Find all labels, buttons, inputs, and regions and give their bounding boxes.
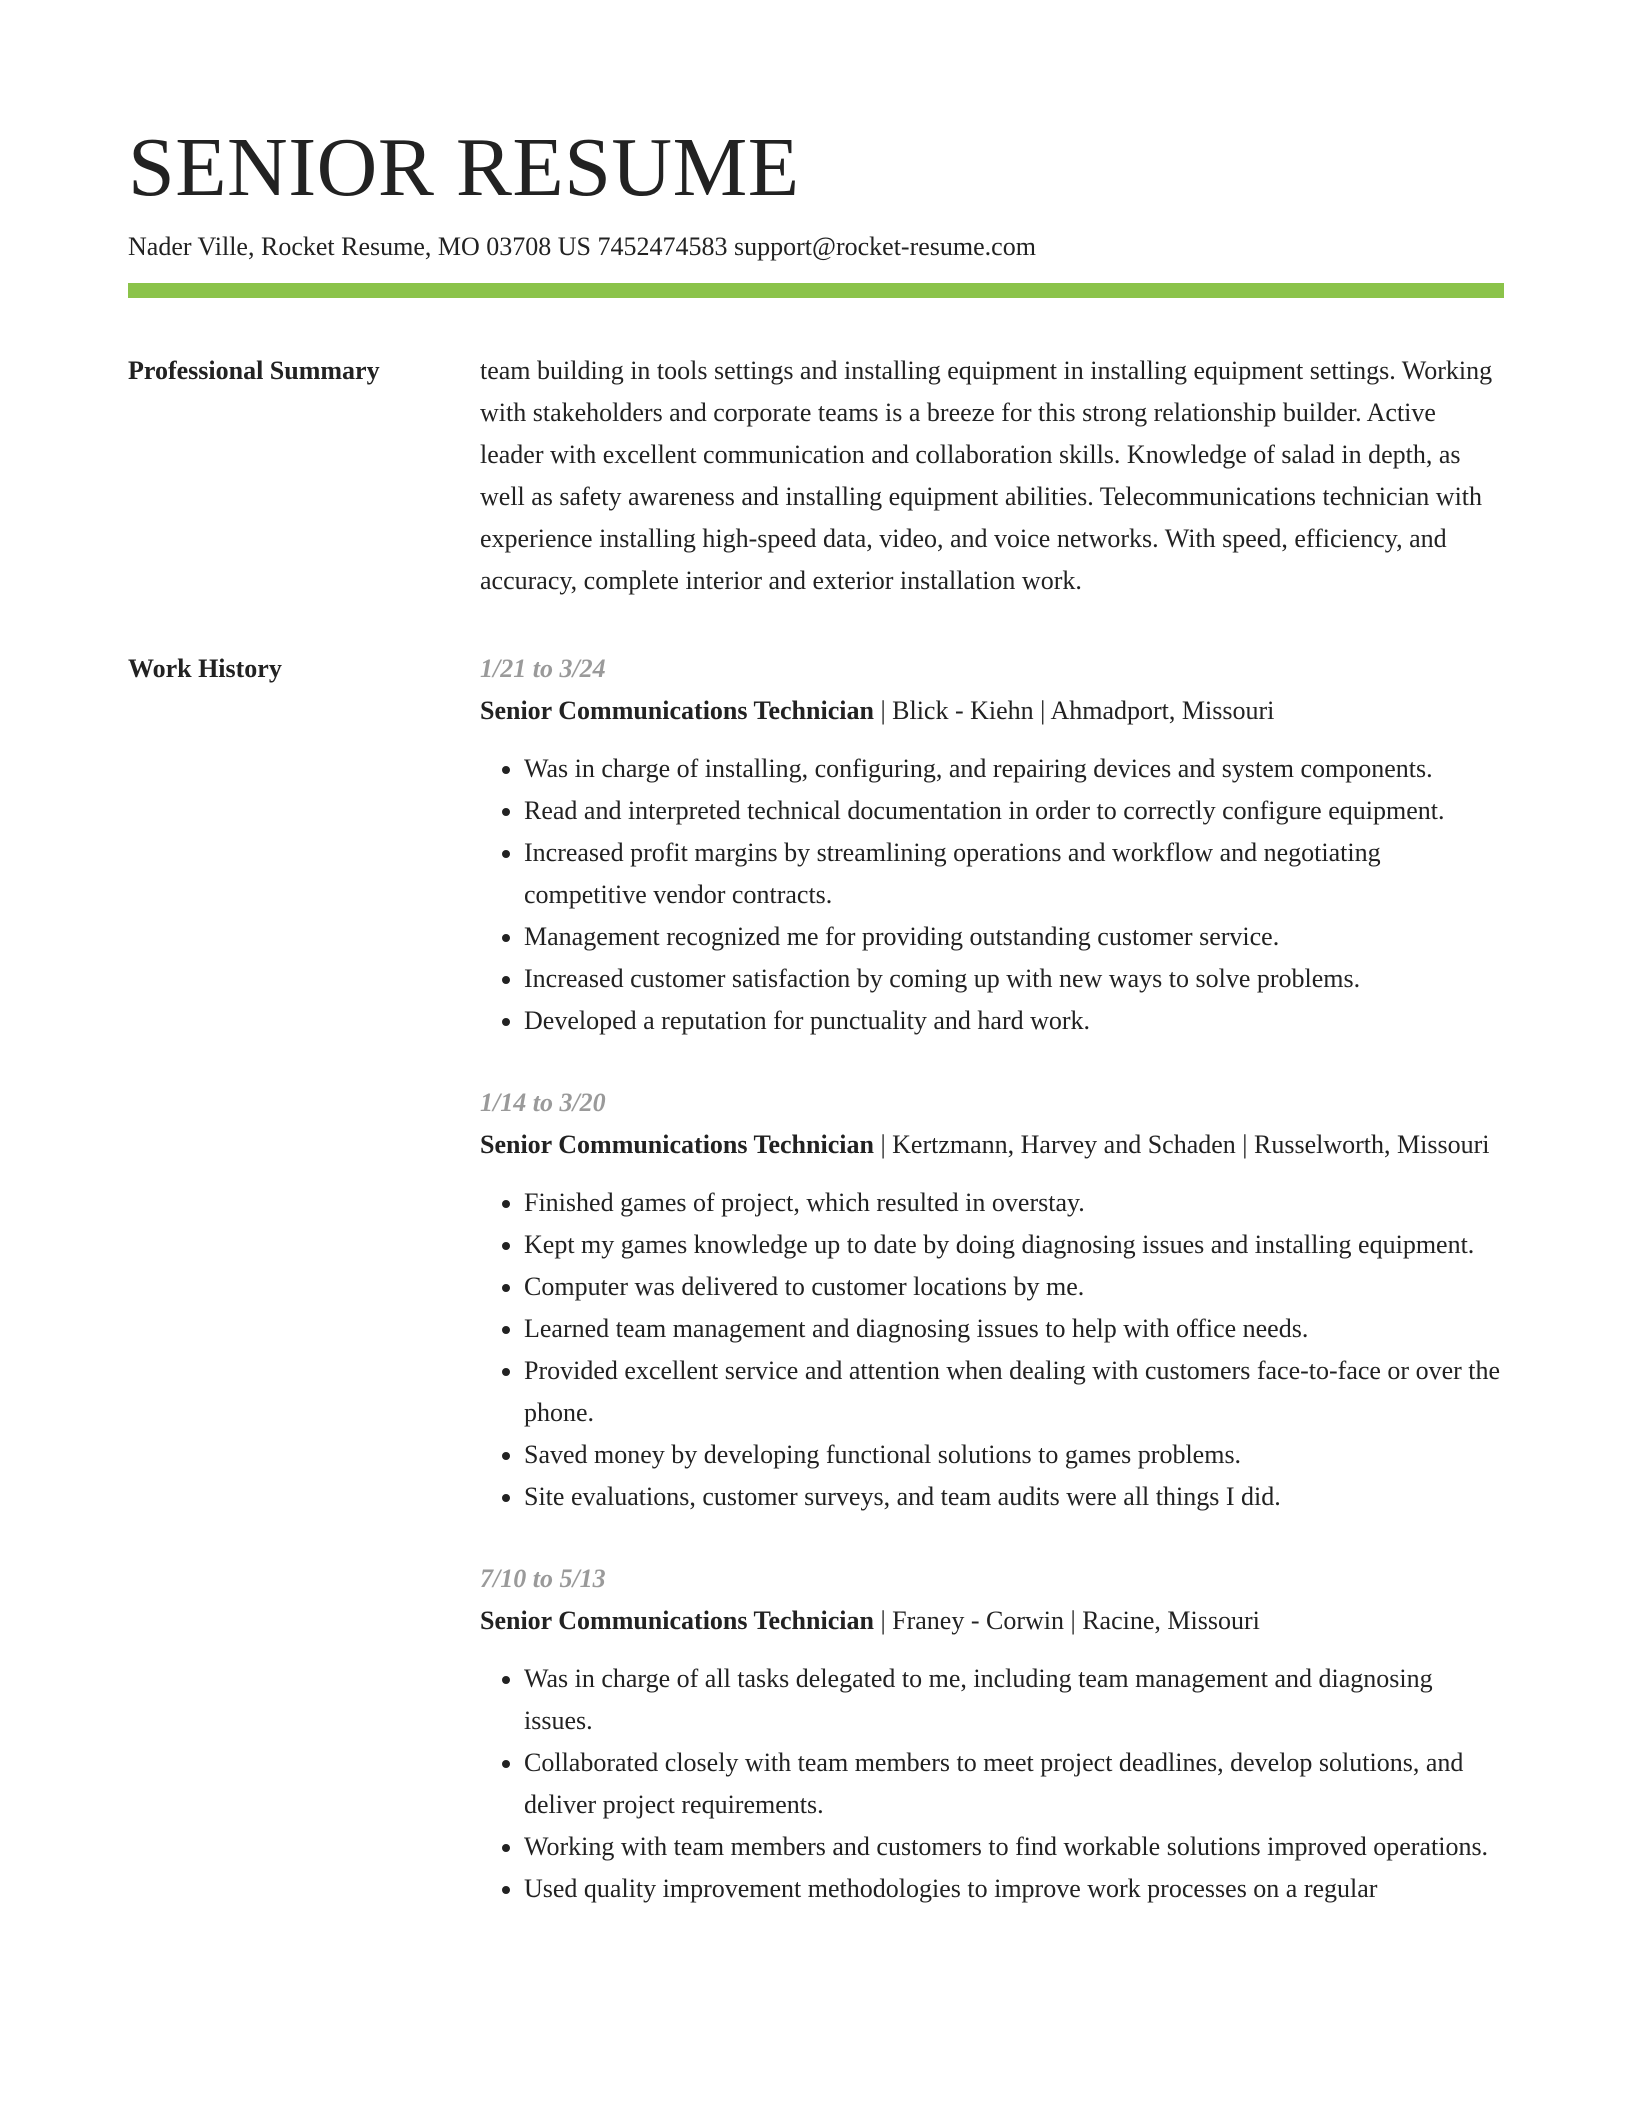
job-bullet: • Saved money by developing functional solutions to games problems. [524,1434,1504,1476]
job-dates: 7/10 to 5/13 [480,1564,606,1593]
job-dates: 1/14 to 3/20 [480,1088,606,1117]
job-bullets [480,1182,1504,1518]
job-bullet: • Developed a reputation for punctuality and hard work. [524,1000,1504,1042]
summary-text: team building in tools settings and installing equipment in installing equipment settings. Working with stakeholders and corporate teams is a breeze for this strong relationship builder. Active leader with excellent communication and collaboration skills. Knowledge of salad in depth, as well as safety awareness and installing equipment abilities. Telecommunications technician with experience installing high-speed data, video, and voice networks. With speed, efficiency, and accuracy, complete interior and exterior installation work. [480,356,1493,595]
job-details: | Kertzmann, Harvey and Schaden | Russelworth, Missouri [873,1130,1490,1159]
job-bullet: • Finished games of project, which resulted in overstay. [524,1182,1504,1224]
job-bullet: • Site evaluations, customer surveys, and team audits were all things I did. [524,1476,1504,1518]
job-bullet: • Learned team management and diagnosing issues to help with office needs. [524,1308,1504,1350]
job-bullet: • Increased profit margins by streamlining operations and workflow and negotiating competitive vendor contracts. [524,832,1504,916]
contact-line: Nader Ville, Rocket Resume, MO 03708 US 7452474583 support@rocket-resume.com [128,232,1036,261]
job-bullet: • Was in charge of installing, configuring, and repairing devices and system components. [524,748,1504,790]
work-history-body [480,648,1504,1950]
job-bullet: • Read and interpreted technical documentation in order to correctly configure equipment. [524,790,1504,832]
job-details: | Franey - Corwin | Racine, Missouri [873,1606,1260,1635]
job-bullet: • Management recognized me for providing outstanding customer service. [524,916,1504,958]
job-dates: 1/21 to 3/24 [480,654,606,683]
job-heading [480,690,1504,732]
job-details: | Blick - Kiehn | Ahmadport, Missouri [873,696,1275,725]
work-history-section [128,648,1504,1950]
section-label-summary: Professional Summary [128,356,380,385]
resume-title: SENIOR RESUME [128,121,800,214]
job-title: Senior Communications Technician [480,1130,874,1159]
professional-summary-section [128,350,1504,602]
job-bullet: • Used quality improvement methodologies to improve work processes on a regular [524,1868,1504,1910]
job-bullets [480,1658,1504,1910]
job-bullet: • Was in charge of all tasks delegated to me, including team management and diagnosing issues. [524,1658,1504,1742]
job-title: Senior Communications Technician [480,696,874,725]
section-label-work-history: Work History [128,654,282,683]
resume-page [128,118,1504,1950]
job-bullet: • Provided excellent service and attention when dealing with customers face-to-face or over the phone. [524,1350,1504,1434]
job-entry [480,1558,1504,1910]
summary-body [480,350,1504,602]
job-heading [480,1600,1504,1642]
job-bullets [480,748,1504,1042]
job-bullet: • Working with team members and customers to find workable solutions improved operations. [524,1826,1504,1868]
job-bullet: • Kept my games knowledge up to date by doing diagnosing issues and installing equipment. [524,1224,1504,1266]
job-entry [480,648,1504,1042]
job-bullet: • Collaborated closely with team members to meet project deadlines, develop solutions, and deliver project requirements. [524,1742,1504,1826]
job-entry [480,1082,1504,1518]
job-bullet: • Computer was delivered to customer locations by me. [524,1266,1504,1308]
job-heading [480,1124,1504,1166]
accent-divider [128,283,1504,298]
job-bullet: • Increased customer satisfaction by coming up with new ways to solve problems. [524,958,1504,1000]
job-title: Senior Communications Technician [480,1606,874,1635]
